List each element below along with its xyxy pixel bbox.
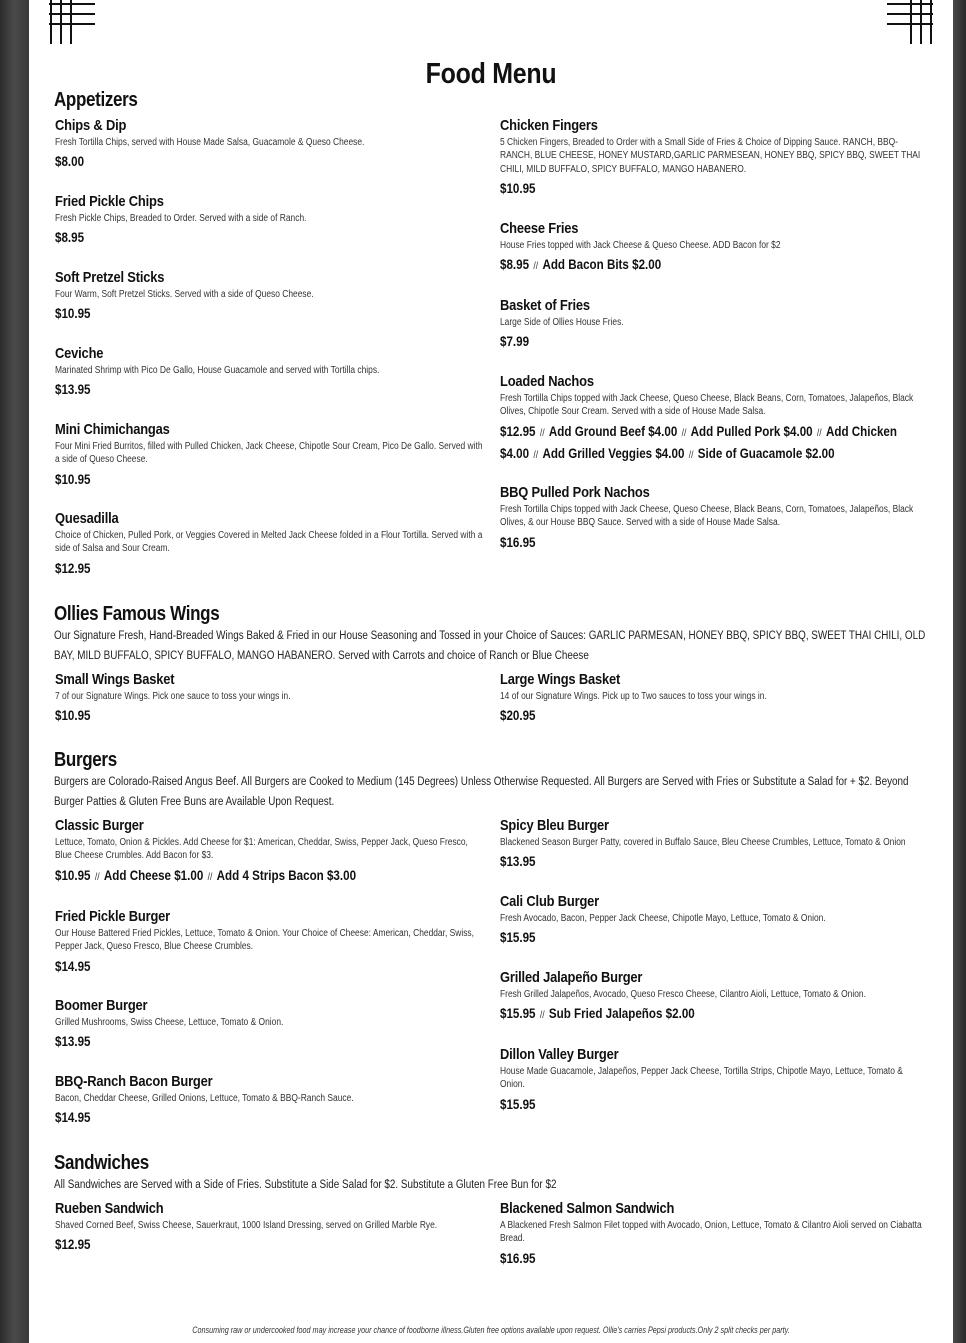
section-appetizers: [54, 88, 934, 576]
item-price: [55, 470, 485, 490]
menu-item: [55, 1200, 485, 1255]
menu-item: [55, 269, 485, 324]
base-price: $15.95: [500, 1006, 536, 1022]
item-description: Choice of Chicken, Pulled Pork, or Veggies Covered in Melted Jack Cheese folded in a Flour Tortilla. Served with a side of Salsa and Sour Cream.: [55, 530, 483, 555]
item-price: [500, 706, 930, 726]
base-price: $12.95: [500, 423, 536, 439]
item-price: [55, 304, 485, 324]
item-description: Fresh Pickle Chips, Breaded to Order. Served with a side of Ranch.: [55, 213, 307, 224]
menu-item: [500, 817, 930, 872]
item-description: Blackened Season Burger Patty, covered in Buffalo Sauce, Bleu Cheese Crumbles, Lettuce, Tomato & Onion: [500, 837, 906, 848]
section-title: Appetizers: [54, 89, 138, 111]
menu-item: [55, 997, 485, 1052]
base-price: $10.95: [55, 306, 91, 322]
item-price: [500, 1004, 930, 1026]
item-name: Basket of Fries: [500, 297, 590, 314]
add-on-price: Add Cheese $1.00: [103, 867, 204, 883]
menu-item: [500, 671, 930, 726]
item-name: Blackened Salmon Sandwich: [500, 1200, 675, 1217]
item-description: House Fries topped with Jack Cheese & Queso Cheese. ADD Bacon for $2: [500, 240, 781, 251]
base-price: $16.95: [500, 534, 536, 550]
base-price: $20.95: [500, 708, 536, 724]
item-name: Dillon Valley Burger: [500, 1046, 619, 1063]
item-name: Cali Club Burger: [500, 893, 600, 910]
menu-item: [55, 117, 485, 172]
price-separator: //: [539, 1010, 545, 1022]
item-description: Lettuce, Tomato, Onion & Pickles. Add Cheese for $1: American, Cheddar, Swiss, Pepper Jack, Queso Fresco, Blue Cheese Crumbles. Add Bacon for $3.: [55, 837, 468, 862]
item-name: Cheese Fries: [500, 220, 579, 237]
section-title: Sandwiches: [54, 1152, 149, 1174]
item-name: Fried Pickle Burger: [55, 908, 171, 925]
section-description: Burgers are Colorado-Raised Angus Beef. All Burgers are Cooked to Medium (145 Degrees) Unless Otherwise Requested. All Burgers are Served with Fries or Substitute a Salad for + $2. Beyond Burger Patties & Gluten Free Buns are Available Upon Request.: [54, 776, 909, 808]
price-separator: //: [539, 427, 545, 439]
item-name: Spicy Bleu Burger: [500, 817, 609, 834]
menu-item: [55, 908, 485, 977]
item-price: [500, 1249, 930, 1269]
item-name: Large Wings Basket: [500, 671, 621, 688]
base-price: $10.95: [55, 471, 91, 487]
item-description: Fresh Avocado, Bacon, Pepper Jack Cheese, Chipotle Mayo, Lettuce, Tomato & Onion.: [500, 913, 826, 924]
base-price: $7.99: [500, 334, 530, 350]
item-name: Grilled Jalapeño Burger: [500, 969, 643, 986]
base-price: $12.95: [55, 560, 91, 576]
add-on-price: Add 4 Strips Bacon $3.00: [216, 867, 357, 883]
menu-item: [55, 671, 485, 726]
price-separator: //: [207, 871, 213, 883]
base-price: $10.95: [55, 867, 91, 883]
item-description: House Made Guacamole, Jalapeños, Pepper Jack Cheese, Tortilla Strips, Chipotle Mayo, Lettuce, Tomato & Onion.: [500, 1066, 903, 1091]
item-name: Boomer Burger: [55, 997, 148, 1014]
item-name: BBQ Pulled Pork Nachos: [500, 484, 650, 501]
base-price: $14.95: [55, 1110, 91, 1126]
item-price: [55, 957, 485, 977]
item-name: Classic Burger: [55, 817, 144, 834]
item-description: Our House Battered Fried Pickles, Lettuce, Tomato & Onion. Your Choice of Cheese: American, Cheddar, Swiss, Pepper Jack, Queso Fresco, Blue Cheese Crumbles.: [55, 928, 474, 953]
item-name: Soft Pretzel Sticks: [55, 269, 165, 286]
price-separator: //: [681, 427, 687, 439]
item-description: 7 of our Signature Wings. Pick one sauce to toss your wings in.: [55, 691, 291, 702]
add-on-price: Add Pulled Pork $4.00: [690, 423, 813, 439]
item-description: Fresh Tortilla Chips topped with Jack Cheese, Queso Cheese, Black Beans, Corn, Tomatoes, Jalapeños, Black Olives, Chipotle Sour Cream. Served with a side of House Made Salsa.: [500, 393, 914, 418]
menu-item: [500, 1046, 930, 1115]
add-on-price: Add Bacon Bits $2.00: [542, 257, 662, 273]
menu-item: [500, 373, 930, 466]
footer-disclaimer: Consuming raw or undercooked food may increase your chance of foodborne illness.Gluten free options available upon request. Ollie's carries Pepsi products.Only 2 split checks per party.: [192, 1325, 790, 1335]
base-price: $13.95: [55, 1034, 91, 1050]
section-description: All Sandwiches are Served with a Side of Fries. Substitute a Side Salad for $2. Substitute a Gluten Free Bun for $2: [54, 1179, 557, 1191]
menu-item: [55, 421, 485, 490]
menu-page: [29, 0, 953, 1343]
add-on-price: Side of Guacamole $2.00: [697, 445, 835, 461]
item-price: [55, 559, 485, 579]
price-separator: //: [533, 261, 539, 273]
menu-item: [500, 893, 930, 948]
item-price: [500, 533, 930, 553]
item-description: A Blackened Fresh Salmon Filet topped with Avocado, Onion, Lettuce, Tomato & Cilantro Aioli served on Ciabatta Bread.: [500, 1220, 922, 1245]
menu-item: [500, 484, 930, 553]
item-price: [500, 852, 930, 872]
section-sandwiches: [54, 1151, 934, 1266]
item-price: [500, 422, 930, 466]
base-price: $8.95: [55, 230, 85, 246]
add-on-price: Sub Fried Jalapeños $2.00: [548, 1006, 695, 1022]
item-price: [500, 332, 930, 352]
item-price: [55, 380, 485, 400]
item-name: Mini Chimichangas: [55, 421, 170, 438]
page-title: Food Menu: [425, 58, 557, 90]
price-separator: //: [688, 449, 694, 461]
base-price: $8.95: [500, 257, 530, 273]
base-price: $10.95: [500, 181, 536, 197]
corner-ornament-left-icon: [49, 0, 95, 44]
section-title: Burgers: [54, 749, 117, 771]
price-separator: //: [533, 449, 539, 461]
base-price: $10.95: [55, 708, 91, 724]
add-on-price: Add Ground Beef $4.00: [548, 423, 678, 439]
item-description: Marinated Shrimp with Pico De Gallo, House Guacamole and served with Tortilla chips.: [55, 365, 380, 376]
section-burgers: [54, 748, 934, 1126]
item-name: Loaded Nachos: [500, 373, 594, 390]
menu-item: [500, 117, 930, 199]
base-price: $8.00: [55, 154, 85, 170]
item-description: Fresh Grilled Jalapeños, Avocado, Queso Fresco Cheese, Cilantro Aioli, Lettuce, Tomato & Onion.: [500, 989, 866, 1000]
item-description: Large Side of Ollies House Fries.: [500, 317, 624, 328]
item-name: BBQ-Ranch Bacon Burger: [55, 1073, 213, 1090]
section-title: Ollies Famous Wings: [54, 603, 220, 625]
corner-ornament-right-icon: [887, 0, 933, 44]
item-price: [500, 255, 930, 277]
price-separator: //: [816, 427, 822, 439]
menu-item: [55, 193, 485, 248]
item-description: 5 Chicken Fingers, Breaded to Order with a Small Side of Fries & Choice of Dipping Sauce. RANCH, BBQ-RANCH, BLUE CHEESE, HONEY MUSTARD,GARLIC PARMESEAN, HONEY BBQ, SPICY BBQ, SWEET THAI CHILI, MILD BUFFALO, SPICY BUFFALO, MANGO HABANERO.: [500, 137, 921, 175]
item-name: Chicken Fingers: [500, 117, 598, 134]
menu-item: [500, 1200, 930, 1269]
item-price: [55, 1108, 485, 1128]
item-description: Grilled Mushrooms, Swiss Cheese, Lettuce, Tomato & Onion.: [55, 1017, 284, 1028]
item-name: Small Wings Basket: [55, 671, 175, 688]
menu-item: [55, 817, 485, 888]
item-price: [55, 152, 485, 172]
item-name: Chips & Dip: [55, 117, 127, 134]
item-price: [55, 706, 485, 726]
item-name: Quesadilla: [55, 510, 119, 527]
item-description: Bacon, Cheddar Cheese, Grilled Onions, Lettuce, Tomato & BBQ-Ranch Sauce.: [55, 1093, 354, 1104]
base-price: $13.95: [55, 382, 91, 398]
base-price: $13.95: [500, 854, 536, 870]
item-price: [55, 866, 485, 888]
add-on-price: Add Chicken $4.00: [500, 423, 897, 461]
item-price: [55, 228, 485, 248]
item-name: Fried Pickle Chips: [55, 193, 164, 210]
item-price: [55, 1235, 485, 1255]
menu-item: [55, 345, 485, 400]
item-description: Fresh Tortilla Chips, served with House Made Salsa, Guacamole & Queso Cheese.: [55, 137, 365, 148]
section-description: Our Signature Fresh, Hand-Breaded Wings Baked & Fried in our House Seasoning and Tossed in your Choice of Sauces: GARLIC PARMESAN, HONEY BBQ, SPICY BBQ, SWEET THAI CHILI, OLD BAY, MILD BUFFALO, SPICY BUFFALO, MANGO HABANERO. Served with Carrots and choice of Ranch or Blue Cheese: [54, 630, 926, 662]
base-price: $15.95: [500, 1096, 536, 1112]
item-price: [500, 179, 930, 199]
item-price: [55, 1032, 485, 1052]
item-description: Four Mini Fried Burritos, filled with Pulled Chicken, Jack Cheese, Chipotle Sour Cream, Pico De Gallo. Served with a side of Queso Cheese.: [55, 441, 483, 466]
menu-item: [500, 969, 930, 1026]
item-description: Four Warm, Soft Pretzel Sticks. Served with a side of Queso Cheese.: [55, 289, 314, 300]
item-price: [500, 928, 930, 948]
item-price: [500, 1095, 930, 1115]
price-separator: //: [94, 871, 100, 883]
item-description: Fresh Tortilla Chips topped with Jack Cheese, Queso Cheese, Black Beans, Corn, Tomatoes, Jalapeños, Black Olives, & our House BBQ Sauce. Served with a side of House Made Salsa.: [500, 504, 914, 529]
item-name: Ceviche: [55, 345, 104, 362]
base-price: $12.95: [55, 1237, 91, 1253]
base-price: $15.95: [500, 930, 536, 946]
menu-item: [55, 1073, 485, 1128]
base-price: $14.95: [55, 958, 91, 974]
add-on-price: Add Grilled Veggies $4.00: [542, 445, 685, 461]
menu-item: [500, 220, 930, 277]
base-price: $16.95: [500, 1250, 536, 1266]
item-description: Shaved Corned Beef, Swiss Cheese, Sauerkraut, 1000 Island Dressing, served on Grilled Marble Rye.: [55, 1220, 438, 1231]
menu-item: [500, 297, 930, 352]
item-description: 14 of our Signature Wings. Pick up to Two sauces to toss your wings in.: [500, 691, 767, 702]
menu-item: [55, 510, 485, 579]
item-name: Rueben Sandwich: [55, 1200, 164, 1217]
section-wings: [54, 602, 934, 724]
